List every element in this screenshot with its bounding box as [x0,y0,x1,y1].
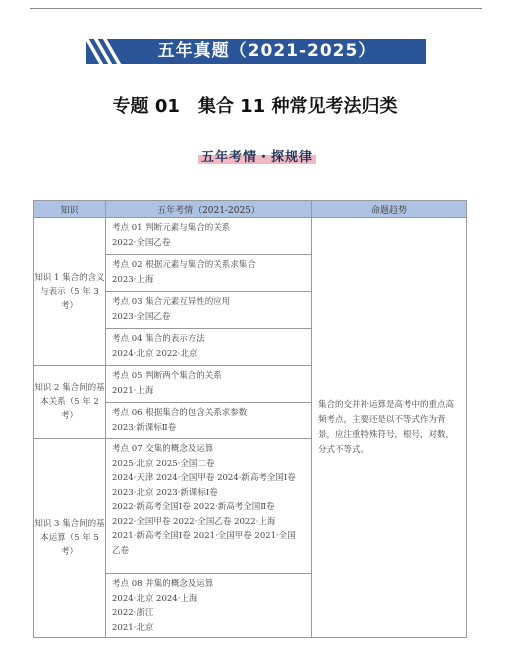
knowledge-cell: 知识 1 集合的含义与表示（5 年 3 考） [34,218,106,366]
exam-point-cell [106,329,312,366]
exam-point-title: 考点 05 判断两个集合的关系 [112,371,222,381]
column-header: 五年考情（2021-2025） [106,201,312,218]
exam-year: 2022·浙江 [112,608,154,618]
exam-year: 2023·北京 2023·新课标Ⅰ卷 [112,487,218,498]
exam-point-title: 考点 06 根据集合的包含关系求参数 [112,408,248,418]
exam-year: 2023·上海 [112,274,154,285]
trend-cell: 集合的交并补运算是高考中的重点高频考点，主要还是以不等式作为背景，应注重特殊符号，根号，对数，分式不等式。 [312,218,467,638]
exam-point-title: 考点 08 并集的概念及运算 [112,579,214,589]
exam-year: 2021·上海 [112,385,154,396]
exam-point-title: 考点 02 根据元素与集合的关系求集合 [112,260,256,270]
year-banner [86,39,426,64]
exam-year: 2024·北京 2022·北京 [112,348,198,359]
table-header-row [34,201,467,218]
exam-point-cell [106,574,312,638]
column-header: 命题趋势 [312,201,467,218]
exam-point-title: 考点 04 集合的表示方法 [112,334,205,344]
exam-year: 2024·天津 2024·全国甲卷 2024·新高考全国Ⅰ卷 [112,473,296,483]
section-label-text: 五年考情・探规律 [200,150,313,165]
exam-year: 2022·新高考全国Ⅰ卷 2022·新高考全国Ⅱ卷 [112,502,275,512]
exam-point-title: 考点 07 交集的概念及运算 [112,444,214,454]
exam-year: 2023·新课标Ⅱ卷 [112,422,177,433]
banner-title: 五年真题（2021-2025） [157,41,377,61]
knowledge-cell: 知识 2 集合间的基本关系（5 年 2 考） [34,366,106,439]
exam-point-cell [106,439,312,574]
exam-year: 2022·全国甲卷 2022·全国乙卷 2022·上海 [112,516,276,527]
exam-point-cell [106,403,312,439]
exam-year: 2021·北京 [112,622,154,633]
exam-table [33,200,467,638]
exam-year: 2024·北京 2024·上海 [112,593,198,604]
section-label [190,146,324,164]
knowledge-cell: 知识 3 集合间的基本运算（5 年 5 考） [34,439,106,638]
exam-year: 2025·北京 2025·全国二卷 [112,458,215,469]
exam-point-cell [106,292,312,329]
exam-year: 2022·全国乙卷 [112,237,171,248]
exam-year: 2023·全国乙卷 [112,311,171,322]
exam-year: 乙卷 [112,545,130,556]
banner-stripes-icon [86,39,126,64]
exam-point-cell [106,218,312,255]
exam-point-title: 考点 01 判断元素与集合的关系 [112,223,231,233]
column-header: 知识 [34,201,106,218]
exam-year: 2021·新高考全国Ⅰ卷 2021·全国甲卷 2021·全国 [112,531,296,541]
page-title: 专题 01 集合 11 种常见考法归类 [112,96,398,117]
exam-point-title: 考点 03 集合元素互异性的应用 [112,297,231,307]
exam-point-cell [106,366,312,403]
exam-point-cell [106,255,312,292]
top-rule [30,8,482,9]
table-row [34,218,467,255]
